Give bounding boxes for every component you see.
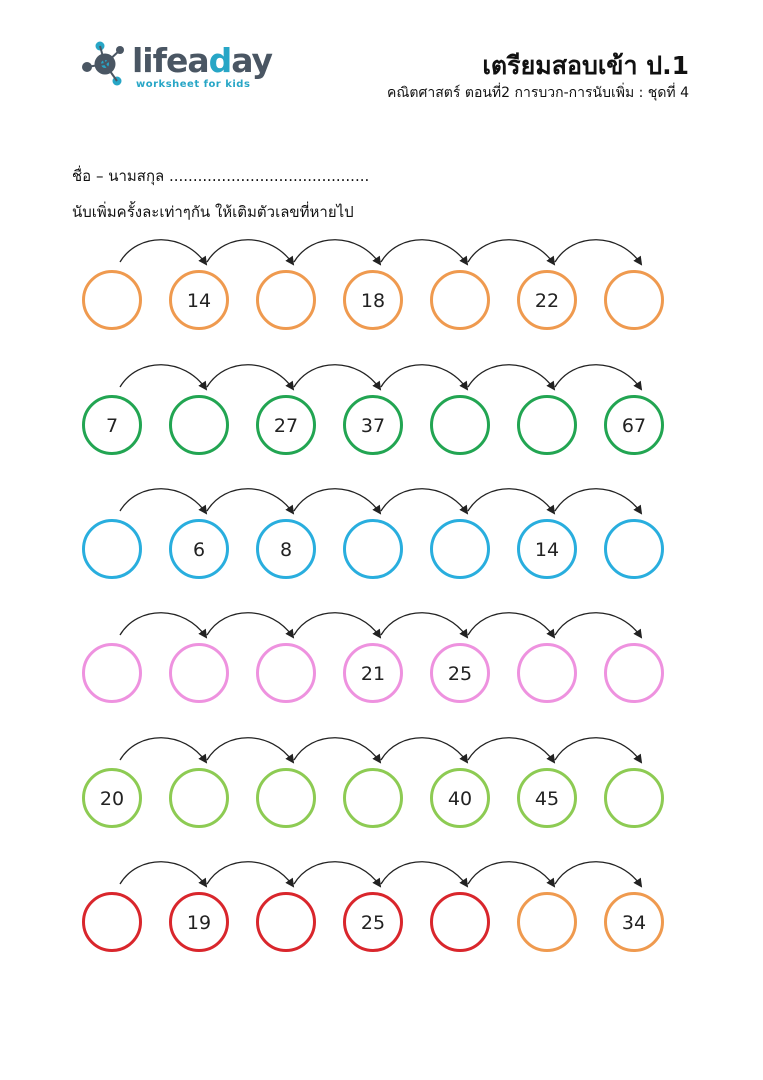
curved-arrow-icon <box>468 738 554 762</box>
curved-arrow-icon <box>207 613 293 637</box>
curved-arrow-icon <box>294 489 380 513</box>
blank-number-circle[interactable] <box>258 770 315 827</box>
blank-number-circle[interactable] <box>258 272 315 329</box>
blank-number-circle[interactable] <box>171 645 228 702</box>
curved-arrow-icon <box>468 489 554 513</box>
puzzle-row-6 <box>84 862 663 951</box>
puzzle-row-1 <box>84 240 663 329</box>
blank-number-circle[interactable] <box>606 521 663 578</box>
blank-number-circle[interactable] <box>84 272 141 329</box>
circle-number: 6 <box>192 539 206 561</box>
curved-arrow-icon <box>294 613 380 637</box>
curved-arrow-icon <box>207 365 293 389</box>
curved-arrow-icon <box>207 240 293 264</box>
circle-number: 22 <box>534 290 560 312</box>
blank-number-circle[interactable] <box>432 894 489 951</box>
curved-arrow-icon <box>468 240 554 264</box>
page-subtitle: คณิตศาสตร์ ตอนที่2 การบวก-การนับเพิ่ม : ชุดที่ 4 <box>387 85 689 101</box>
curved-arrow-icon <box>294 365 380 389</box>
curved-arrow-icon <box>381 240 467 264</box>
circle-number: 27 <box>273 415 299 437</box>
blank-number-circle[interactable] <box>606 770 663 827</box>
page-title: เตรียมสอบเข้า ป.1 <box>482 51 689 80</box>
circle-number: 14 <box>534 539 560 561</box>
curved-arrow-icon <box>120 862 206 886</box>
circle-number: 67 <box>621 415 647 437</box>
circle-number: 19 <box>186 912 212 934</box>
curved-arrow-icon <box>207 862 293 886</box>
curved-arrow-icon <box>381 738 467 762</box>
circle-number: 34 <box>621 912 647 934</box>
blank-number-circle[interactable] <box>345 770 402 827</box>
blank-number-circle[interactable] <box>606 645 663 702</box>
circle-number: 14 <box>186 290 212 312</box>
puzzle-row-5 <box>84 738 663 827</box>
curved-arrow-icon <box>294 240 380 264</box>
puzzle-row-3 <box>84 489 663 578</box>
blank-number-circle[interactable] <box>84 521 141 578</box>
blank-number-circle[interactable] <box>432 397 489 454</box>
curved-arrow-icon <box>468 613 554 637</box>
puzzle-row-4 <box>84 613 663 702</box>
curved-arrow-icon <box>381 365 467 389</box>
circle-number: 21 <box>360 663 386 685</box>
curved-arrow-icon <box>555 862 641 886</box>
curved-arrow-icon <box>381 489 467 513</box>
curved-arrow-icon <box>468 365 554 389</box>
curved-arrow-icon <box>120 613 206 637</box>
instruction-text: นับเพิ่มครั้งละเท่าๆกัน ให้เติมตัวเลขที่หายไป <box>72 203 354 221</box>
student-name-field[interactable]: ชื่อ – นามสกุล .......................................... <box>72 167 370 185</box>
blank-number-circle[interactable] <box>84 645 141 702</box>
curved-arrow-icon <box>120 240 206 264</box>
curved-arrow-icon <box>381 862 467 886</box>
puzzle-row-2 <box>84 365 663 454</box>
curved-arrow-icon <box>120 738 206 762</box>
curved-arrow-icon <box>207 738 293 762</box>
blank-number-circle[interactable] <box>171 397 228 454</box>
circle-number: 18 <box>360 290 386 312</box>
curved-arrow-icon <box>120 489 206 513</box>
blank-number-circle[interactable] <box>84 894 141 951</box>
brand-name: lifeaday <box>132 41 273 80</box>
curved-arrow-icon <box>120 365 206 389</box>
blank-number-circle[interactable] <box>519 397 576 454</box>
blank-number-circle[interactable] <box>519 894 576 951</box>
curved-arrow-icon <box>555 240 641 264</box>
circle-number: 25 <box>360 912 386 934</box>
blank-number-circle[interactable] <box>171 770 228 827</box>
blank-number-circle[interactable] <box>432 521 489 578</box>
curved-arrow-icon <box>555 365 641 389</box>
curved-arrow-icon <box>294 738 380 762</box>
curved-arrow-icon <box>555 738 641 762</box>
curved-arrow-icon <box>381 613 467 637</box>
brand-tagline: worksheet for kids <box>136 79 251 90</box>
circle-number: 8 <box>279 539 293 561</box>
curved-arrow-icon <box>555 489 641 513</box>
blank-number-circle[interactable] <box>258 894 315 951</box>
blank-number-circle[interactable] <box>258 645 315 702</box>
curved-arrow-icon <box>207 489 293 513</box>
blank-number-circle[interactable] <box>519 645 576 702</box>
circle-number: 40 <box>447 788 473 810</box>
circle-number: 25 <box>447 663 473 685</box>
circle-number: 37 <box>360 415 386 437</box>
blank-number-circle[interactable] <box>432 272 489 329</box>
curved-arrow-icon <box>555 613 641 637</box>
curved-arrow-icon <box>294 862 380 886</box>
circle-number: 45 <box>534 788 560 810</box>
curved-arrow-icon <box>468 862 554 886</box>
circle-number: 20 <box>99 788 125 810</box>
blank-number-circle[interactable] <box>345 521 402 578</box>
blank-number-circle[interactable] <box>606 272 663 329</box>
circle-number: 7 <box>105 415 119 437</box>
